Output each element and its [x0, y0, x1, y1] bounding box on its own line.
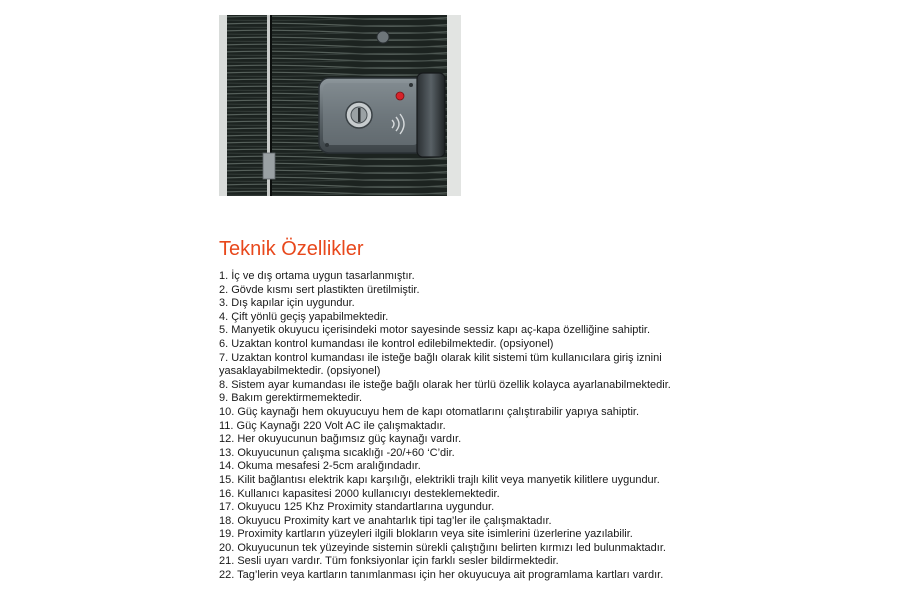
spec-item: 1. İç ve dış ortama uygun tasarlanmıştır. [219, 270, 415, 282]
spec-item: 8. Sistem ayar kumandası ile isteğe bağlı olarak her türlü özellik kolayca ayarlanabilmektedir. [219, 378, 671, 391]
spec-item: 16. Kullanıcı kapasitesi 2000 kullanıcıyı desteklemektedir. [219, 487, 500, 500]
spec-item: 18. Okuyucu Proximity kart ve anahtarlık tipi tag’ler ile çalışmaktadır. [219, 514, 552, 527]
spec-item: 21. Sesli uyarı vardır. Tüm fonksiyonlar için farklı sesler bildirmektedir. [219, 555, 559, 568]
product-photo [219, 15, 461, 196]
door-lock-photo [219, 15, 461, 196]
spec-item: 4. Çift yönlü geçiş yapabilmektedir. [219, 310, 389, 323]
spec-item: 15. Kilit bağlantısı elektrik kapı karşılığı, elektrikli trajlı kilit veya manyetik kilitlere uygundur. [219, 473, 660, 486]
spec-item: 3. Dış kapılar için uygundur. [219, 297, 355, 310]
spec-list [219, 270, 739, 583]
page-title: Teknik Özellikler [219, 238, 364, 260]
spec-item: 13. Okuyucunun çalışma sıcaklığı -20/+60 ‘C’dir. [219, 446, 455, 459]
spec-item: 19. Proximity kartların yüzeyleri ilgili blokların veya site isimlerini üzerlerine yazılabilir. [219, 528, 633, 541]
spec-item: 11. Güç Kaynağı 220 Volt AC ile çalışmaktadır. [219, 419, 446, 432]
hinge [263, 153, 275, 179]
spec-item: 20. Okuyucunun tek yüzeyinde sistemin sürekli çalıştığını belirten kırmızı led bulunmaktadır. [219, 541, 666, 554]
spec-item: 17. Okuyucu 125 Khz Proximity standartlarına uygundur. [219, 501, 495, 514]
spec-item: 14. Okuma mesafesi 2-5cm aralığındadır. [219, 460, 421, 473]
spec-item: 2. Gövde kısmı sert plastikten üretilmiştir. [219, 283, 420, 296]
spec-item: 22. Tag’lerin veya kartların tanımlanması için her okuyucuya ait programlama kartları vardır. [219, 569, 664, 582]
red-led-icon [396, 92, 404, 100]
spec-item: 6. Uzaktan kontrol kumandası ile kontrol edilebilmektedir. (opsiyonel) [219, 337, 554, 350]
key-cylinder-icon [346, 102, 372, 128]
spec-item: 9. Bakım gerektirmemektedir. [219, 392, 363, 405]
electronic-lock [319, 73, 445, 157]
spec-item: 7. Uzaktan kontrol kumandası ile isteğe bağlı olarak kilit sistemi tüm kullanıcılara giriş iznini yasaklayabilmektedir. (opsiyonel) [219, 351, 662, 378]
spec-item: 5. Manyetik okuyucu içerisindeki motor sayesinde sessiz kapı aç-kapa özelliğine sahiptir. [219, 324, 651, 337]
spec-item: 10. Güç kaynağı hem okuyucuyu hem de kapı otomatlarını çalıştırabilir yapıya sahiptir. [219, 405, 640, 418]
spec-item: 12. Her okuyucunun bağımsız güç kaynağı vardır. [219, 433, 462, 446]
